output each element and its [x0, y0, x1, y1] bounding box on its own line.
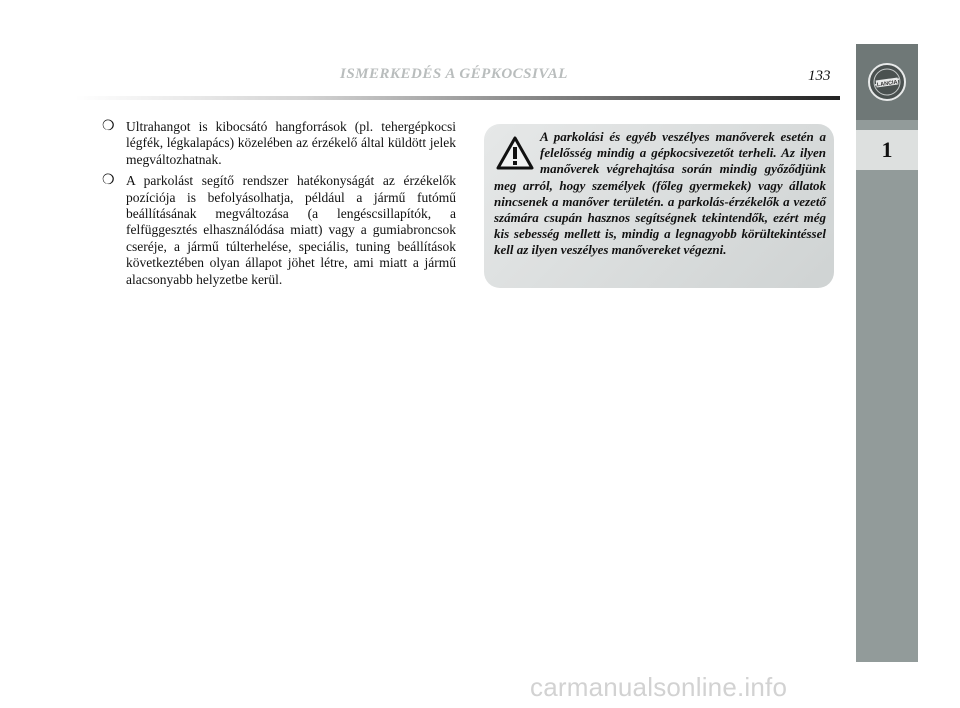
bullet-text: Ultrahangot is kibocsátó hangforrások (pl. tehergépkocsi légfék, légkalapács) közelében az érzékelő által küldött jelek megváltozhatnak.	[126, 119, 456, 167]
running-header-title: ISMERKEDÉS A GÉPKOCSIVAL	[340, 66, 568, 82]
list-item	[104, 119, 456, 168]
warning-box	[484, 124, 834, 288]
bullet-text: A parkolást segítő rendszer hatékonyságát az érzékelők pozíciója is befolyásolhatja, például a jármű futómű beállításának megváltozása (a lengéscsillapítók, a felfüggesztés elhasználódása miatt) vagy a gumiabroncsok cseréje, a jármű túlterhelése, speciális, tuning beállítások következtében olyan állapot jöhet létre, ami miatt a jármű alacsonyabb helyzetbe kerül.	[126, 173, 456, 287]
bullet-circle-icon: ❍	[102, 119, 115, 134]
list-item	[104, 173, 456, 288]
bullet-circle-icon: ❍	[102, 173, 115, 189]
warning-text: A parkolási és egyéb veszélyes manőverek esetén a felelősség mindig a gépkocsivezetőt terheli. Az ilyen manőverek végrehajtása során mindig győződjünk meg arról, hogy személyek (főleg gyermekek) vagy állatok nincsenek a manőver területén. a parkolás-érzékelők a vezető számára csupán hasznos segítségnek tekintendők, ezért még kis sebesség mellett is, mindig a legnagyobb körültekintéssel kell az ilyen veszélyes manővereket végezni.	[494, 129, 826, 258]
logo-lettering: LANCIA	[876, 79, 898, 89]
page-number: 133	[808, 68, 831, 84]
brand-logo-box	[856, 44, 918, 120]
chapter-number: 1	[856, 130, 918, 170]
header-rule	[75, 96, 840, 100]
lancia-logo-icon	[867, 62, 907, 102]
chapter-side-tab	[856, 44, 918, 662]
bullet-list	[104, 119, 456, 293]
watermark: carmanualsonline.info	[530, 672, 788, 702]
warning-text-block	[494, 129, 826, 259]
